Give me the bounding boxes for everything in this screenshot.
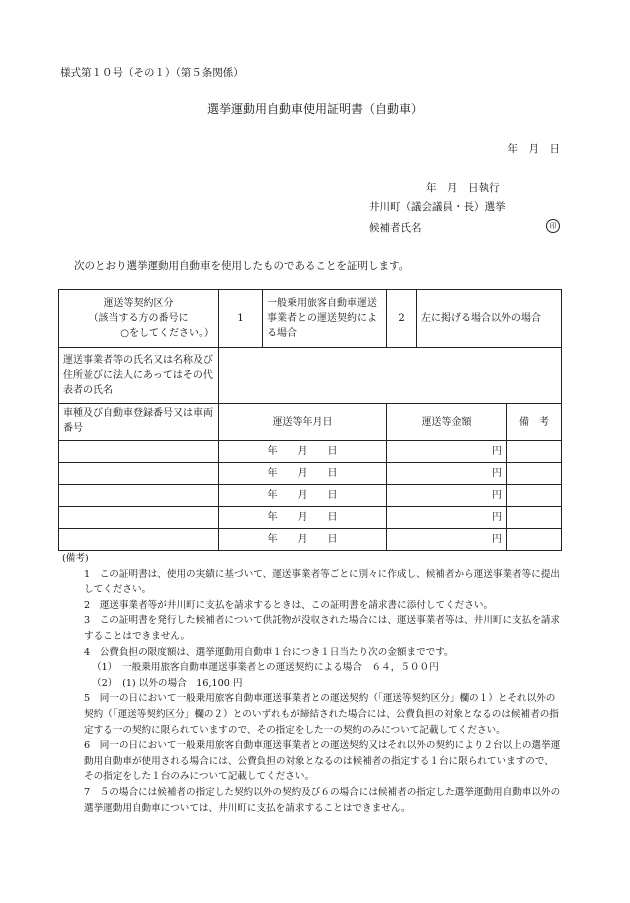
note-4b: （2） (1) 以外の場合 16,100 円: [92, 677, 243, 689]
notes-heading: (備考): [62, 553, 89, 564]
amount-cell[interactable]: 円: [387, 507, 507, 529]
remarks-cell[interactable]: [507, 529, 562, 551]
vehicle-cell[interactable]: [59, 507, 219, 529]
note-4: 4 公費負担の限度額は、選挙運動用自動車１台につき１日当たり次の金額までです。: [84, 646, 454, 658]
table-row: [59, 485, 562, 507]
remarks-cell[interactable]: [507, 485, 562, 507]
date-cell[interactable]: 年 月 日: [219, 529, 387, 551]
page-title: 選挙運動用自動車使用証明書（自動車）: [206, 102, 423, 116]
col-date-header: 運送等年月日: [219, 404, 387, 441]
vehicle-cell[interactable]: [59, 485, 219, 507]
form-id: 様式第１０号（その１）（第５条関係）: [60, 67, 244, 79]
table-row: [59, 463, 562, 485]
candidate-name-label: 候補者氏名: [369, 222, 422, 234]
option2-number[interactable]: 2: [387, 290, 417, 348]
date-cell[interactable]: 年 月 日: [219, 463, 387, 485]
option1-number[interactable]: 1: [219, 290, 263, 348]
remarks-cell[interactable]: [507, 441, 562, 463]
note-5: 5 同一の日において一般乗用旅客自動車運送事業者との運送契約（「運送等契約区分」欄の１）とそれ以外の契約（「運送等契約区分」欄の２）とのいずれもが締結された場合には、公費負担の対象となるのは候補者の指定する一の契約に限られていますので、その指定をした一の契約のみについて記載してください。: [84, 693, 559, 736]
contract-label-1: 運送等契約区分: [103, 298, 174, 309]
contract-label-2: （該当する方の番号に: [88, 313, 189, 324]
date-cell[interactable]: 年 月 日: [219, 485, 387, 507]
contract-label-cell: [59, 290, 219, 348]
remarks-cell[interactable]: [507, 463, 562, 485]
table-row: [59, 529, 562, 551]
amount-cell[interactable]: 円: [387, 485, 507, 507]
seal-mark: 印: [546, 219, 560, 233]
table-row: [59, 441, 562, 463]
vehicle-label: 車種及び自動車登録番号又は車両番号: [59, 404, 219, 441]
contract-label-3: ○をしてください。）: [120, 328, 214, 339]
vehicle-cell[interactable]: [59, 441, 219, 463]
amount-cell[interactable]: 円: [387, 441, 507, 463]
operator-row: [59, 348, 562, 404]
amount-cell[interactable]: 円: [387, 463, 507, 485]
operator-label: 運送事業者等の氏名又は名称及び住所並びに法人にあってはその代表者の氏名: [59, 348, 219, 404]
issue-date: 年 月 日: [507, 143, 560, 155]
table-row: [59, 507, 562, 529]
remarks-cell[interactable]: [507, 507, 562, 529]
amount-cell[interactable]: 円: [387, 529, 507, 551]
note-2: 2 運送事業者等が井川町に支払を請求するときは、この証明書を請求書に添付してください。: [84, 599, 494, 611]
election-date: 年 月 日執行: [426, 182, 500, 194]
election-name: 井川町（議会議員・長）選挙: [369, 201, 506, 213]
note-4a: （1） 一般乗用旅客自動車運送事業者との運送契約による場合 ６４，５００円: [92, 662, 439, 674]
vehicle-cell[interactable]: [59, 529, 219, 551]
note-6: 6 同一の日において一般乗用旅客自動車運送事業者との運送契約又はそれ以外の契約により２台以上の選挙運動用自動車が使用される場合には、公費負担の対象となるのは候補者の指定する１台に限られていますので、その指定をした１台のみについて記載してください。: [84, 740, 561, 783]
date-cell[interactable]: 年 月 日: [219, 441, 387, 463]
note-1: 1 この証明書は、使用の実績に基づいて、運送事業者等ごとに別々に作成し、候補者から運送事業者等に提出してください。: [84, 568, 561, 596]
option1-text: 一般乗用旅客自動車運送事業者との運送契約による場合: [263, 290, 387, 348]
header-row: [59, 404, 562, 441]
option2-text: 左に掲げる場合以外の場合: [417, 290, 562, 348]
col-amount-header: 運送等金額: [387, 404, 507, 441]
col-remarks-header: 備 考: [507, 404, 562, 441]
intro-text: 次のとおり選挙運動用自動車を使用したものであることを証明します。: [74, 260, 410, 272]
date-cell[interactable]: 年 月 日: [219, 507, 387, 529]
contract-row: [59, 290, 562, 348]
usage-table: [58, 289, 562, 551]
notes-section: [62, 551, 562, 816]
operator-value[interactable]: [219, 348, 562, 404]
vehicle-cell[interactable]: [59, 463, 219, 485]
note-7: 7 ５の場合には候補者の指定した契約以外の契約及び６の場合には候補者の指定した選挙運動用自動車以外の選挙運動用自動車については、井川町に支払を請求することはできません。: [84, 786, 561, 814]
note-3: 3 この証明書を発行した候補者について供託物が没収された場合には、運送事業者等は、井川町に支払を請求することはできません。: [84, 615, 561, 642]
